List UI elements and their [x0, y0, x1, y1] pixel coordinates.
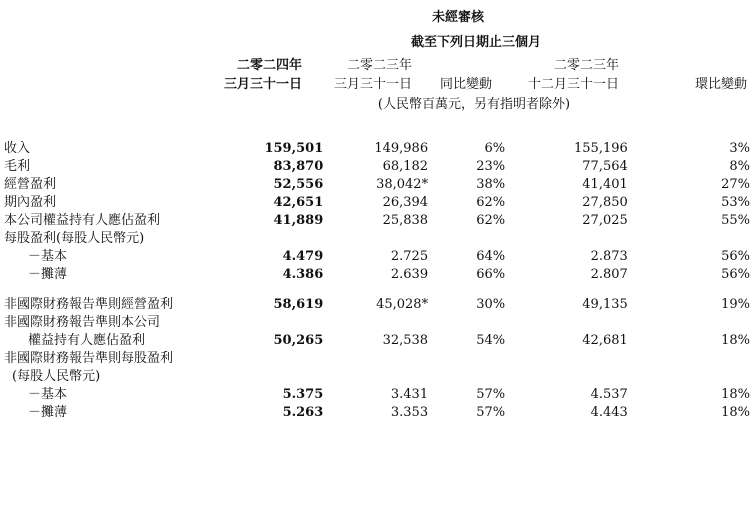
value-yoy: 66%: [476, 267, 506, 282]
table-row: [0, 368, 750, 386]
row-label: －基本: [28, 249, 68, 264]
value-yoy: 38%: [476, 177, 506, 192]
value-2023dec: [505, 314, 628, 332]
value-2024: 4.479: [282, 249, 324, 264]
row-label: (每股人民幣元): [12, 369, 101, 384]
value-2023: 2.639: [390, 267, 429, 282]
col-2023dec-line2: 十二月三十一日: [527, 77, 619, 92]
table-row: [0, 296, 750, 314]
value-2023dec: [505, 350, 628, 368]
col-2023-line1: 二零二三年: [346, 58, 412, 73]
value-yoy: 57%: [476, 387, 506, 402]
value-2023: 3.353: [390, 405, 429, 420]
value-2023dec: 27,850: [582, 195, 628, 210]
value-2023dec: 27,025: [582, 213, 628, 228]
value-qoq: [628, 314, 750, 332]
row-label: 非國際財務報告準則經營盈利: [4, 297, 174, 312]
value-yoy: [428, 230, 505, 248]
table-row: [0, 314, 750, 332]
value-yoy: 64%: [476, 249, 506, 264]
value-qoq: 53%: [721, 195, 750, 210]
value-2024: 58,619: [273, 297, 324, 312]
row-label: 本公司權益持有人應佔盈利: [4, 213, 161, 228]
value-2024: [244, 368, 324, 386]
value-2023: 45,028*: [376, 297, 429, 312]
value-2024: 4.386: [282, 267, 324, 282]
row-label: 權益持有人應佔盈利: [28, 333, 146, 348]
col-qoq: 環比變動: [694, 77, 747, 92]
value-2023dec: 155,196: [574, 141, 628, 156]
value-2024: 5.263: [282, 405, 324, 420]
value-qoq: 19%: [721, 297, 750, 312]
value-2023: 68,182: [382, 159, 429, 174]
row-label: 毛利: [4, 159, 31, 174]
value-2023: 149,986: [374, 141, 429, 156]
table-row: [0, 248, 750, 266]
value-2023dec: [505, 230, 628, 248]
value-yoy: 62%: [476, 195, 506, 210]
value-2024: [244, 230, 324, 248]
row-label: 非國際財務報告準則每股盈利: [4, 351, 174, 366]
value-2023dec: 42,681: [582, 333, 628, 348]
value-qoq: 3%: [729, 141, 750, 156]
value-2023dec: 2.807: [590, 267, 628, 282]
row-label: －基本: [28, 387, 68, 402]
value-yoy: 54%: [476, 333, 506, 348]
table-row: [0, 140, 750, 158]
table-row: [0, 158, 750, 176]
value-2023: 38,042*: [376, 177, 429, 192]
value-qoq: 18%: [721, 387, 750, 402]
col-2023-line2: 三月三十一日: [333, 77, 412, 92]
table-row: [0, 404, 750, 422]
row-label: 期內盈利: [4, 195, 57, 210]
row-label: －攤薄: [28, 267, 68, 282]
value-2024: [244, 350, 324, 368]
table-row: [0, 386, 750, 404]
table-row: [0, 194, 750, 212]
value-yoy: [428, 368, 505, 386]
value-2024: 83,870: [273, 159, 324, 174]
value-2023dec: 4.443: [590, 405, 628, 420]
value-2023: 26,394: [382, 195, 429, 210]
table-row: [0, 212, 750, 230]
unit-note: (人民幣百萬元，另有指明者除外): [377, 97, 571, 112]
value-2023: [323, 314, 428, 332]
table-row: [0, 350, 750, 368]
value-qoq: 56%: [721, 267, 750, 282]
value-2024: 159,501: [264, 141, 324, 156]
unaudited-heading: 未經審核: [431, 10, 485, 25]
financial-summary-table: [0, 140, 750, 422]
value-2023: [323, 368, 428, 386]
value-2023dec: 49,135: [582, 297, 628, 312]
value-qoq: 55%: [721, 213, 750, 228]
value-2023: 25,838: [382, 213, 429, 228]
value-2023: [323, 230, 428, 248]
value-2024: 5.375: [282, 387, 324, 402]
value-2023: 2.725: [390, 249, 429, 264]
table-row: [0, 332, 750, 350]
value-2024: 52,556: [273, 177, 324, 192]
value-yoy: [428, 314, 505, 332]
row-label: 非國際財務報告準則本公司: [4, 315, 161, 330]
value-yoy: 57%: [476, 405, 506, 420]
row-label: 經營盈利: [4, 177, 57, 192]
value-2023dec: 77,564: [582, 159, 628, 174]
value-yoy: [428, 350, 505, 368]
value-qoq: [628, 230, 750, 248]
value-2023: 32,538: [382, 333, 429, 348]
col-2024-line1: 二零二四年: [236, 58, 302, 73]
col-2023dec-line1: 二零二三年: [553, 58, 619, 73]
value-yoy: 62%: [476, 213, 506, 228]
table-row: [0, 230, 750, 248]
value-qoq: 56%: [721, 249, 750, 264]
value-2024: [244, 314, 324, 332]
value-2024: 50,265: [273, 333, 324, 348]
value-yoy: 6%: [484, 141, 506, 156]
value-yoy: 30%: [476, 297, 506, 312]
row-label: 收入: [4, 141, 31, 156]
value-2023dec: [505, 368, 628, 386]
value-qoq: 8%: [729, 159, 750, 174]
row-label: －攤薄: [28, 405, 68, 420]
row-label: 每股盈利(每股人民幣元): [4, 231, 145, 246]
value-yoy: 23%: [476, 159, 506, 174]
table-row: [0, 176, 750, 194]
value-2023: 3.431: [390, 387, 429, 402]
value-2024: 42,651: [273, 195, 324, 210]
value-qoq: 18%: [721, 333, 750, 348]
row-spacer: [0, 284, 750, 296]
value-qoq: 27%: [721, 177, 750, 192]
value-2023dec: 4.537: [590, 387, 628, 402]
period-heading: 截至下列日期止三個月: [410, 35, 542, 50]
value-2024: 41,889: [273, 213, 324, 228]
table-row: [0, 266, 750, 284]
value-2023: [323, 350, 428, 368]
value-qoq: 18%: [721, 405, 750, 420]
col-2024-line2: 三月三十一日: [223, 77, 302, 92]
value-qoq: [628, 368, 750, 386]
value-2023dec: 2.873: [590, 249, 628, 264]
value-qoq: [628, 350, 750, 368]
value-2023dec: 41,401: [582, 177, 628, 192]
col-yoy: 同比變動: [439, 77, 492, 92]
